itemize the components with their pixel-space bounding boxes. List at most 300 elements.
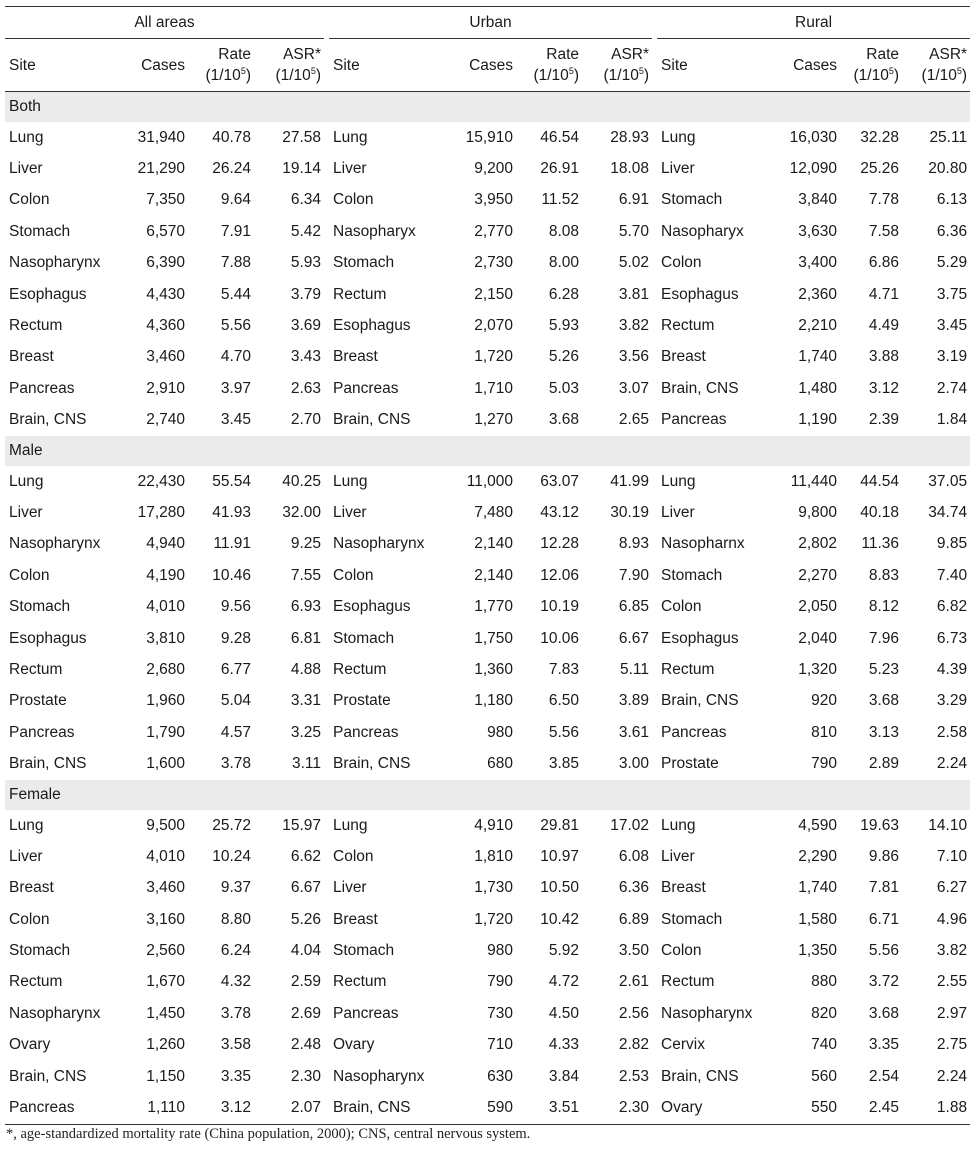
asr-cell: 17.02 [610,816,650,834]
site-cell: Lung [333,128,368,146]
rate-cell: 2.45 [840,1092,902,1124]
cases-cell: 1,350 [798,942,838,960]
cases-cell: 9,800 [798,503,838,521]
rate-cell: 5.26 [548,348,579,366]
site-cell: Colon [9,191,50,209]
rate-cell: 3.12 [868,379,900,397]
group-urban: Urban [329,7,652,39]
rate-cell: 3.97 [220,379,251,397]
asr-cell: 2.63 [290,379,321,397]
rate-cell: 3.68 [868,692,900,710]
cases-cell: 3,400 [798,254,838,272]
site-cell: Brain, CNS [333,411,411,429]
rate-cell: 6.86 [868,254,900,272]
site-cell: Stomach [333,629,395,647]
site-cell: Pancreas [333,1004,399,1022]
cases-cell: 1,580 [798,910,838,928]
site-cell: Pancreas [661,723,727,741]
site-cell: Lung [333,816,368,834]
rate-cell: 5.04 [220,692,251,710]
cases-cell: 1,960 [146,692,185,710]
group-rural: Rural [657,7,970,39]
cases-cell: 15,910 [465,128,513,146]
asr-cell: 2.07 [254,1092,324,1124]
asr-cell: 4.88 [290,660,321,678]
rate-cell: 10.42 [540,910,579,928]
cases-cell: 3,810 [146,629,185,647]
table-row [5,623,970,654]
rate-cell: 10.24 [212,847,251,865]
cases-cell: 920 [811,692,838,710]
table-row [5,904,970,935]
cases-cell: 1,790 [146,723,185,741]
rate-cell: 11.52 [541,191,579,209]
asr-cell: 37.05 [928,472,968,490]
cases-cell: 2,210 [798,317,838,335]
asr-cell: 6.73 [936,629,968,647]
asr-cell: 4.96 [936,910,968,928]
table-row [5,153,970,184]
site-cell: Liver [9,503,43,521]
asr-cell: 1.88 [902,1092,970,1124]
site-cell: Rectum [661,660,715,678]
cases-cell: 2,140 [474,566,513,584]
cases-cell: 1,750 [474,629,513,647]
rate-cell: 11.36 [861,535,900,553]
cases-cell: 2,050 [798,598,838,616]
rate-cell: 12.06 [540,566,579,584]
asr-cell: 4.39 [936,660,968,678]
site-cell: Colon [661,254,702,272]
cases-cell: 1,720 [474,348,513,366]
site-cell: Colon [333,566,374,584]
rate-cell: 5.56 [868,942,900,960]
asr-cell: 3.19 [936,348,968,366]
site-cell: Breast [661,879,706,897]
rate-cell: 4.49 [868,317,900,335]
asr-cell: 6.85 [618,598,650,616]
rate-cell: 3.58 [220,1036,251,1054]
site-cell: Brain, CNS [329,1092,444,1124]
section-label: Both [5,92,970,123]
rate-cell: 3.68 [868,1004,900,1022]
rate-cell: 4.50 [548,1004,579,1022]
cases-cell: 3,950 [474,191,513,209]
table-row [5,654,970,685]
site-cell: Nasopharynx [333,1067,425,1085]
site-cell: Nasopharyx [333,222,416,240]
rate-cell: 2.54 [868,1067,900,1085]
cases-cell: 1,810 [474,847,513,865]
rate-cell: 3.78 [220,1004,251,1022]
site-cell: Lung [661,128,696,146]
site-cell: Rectum [9,973,63,991]
site-cell: Liver [333,503,367,521]
cases-cell: 790 [811,755,838,773]
cases-cell: 16,030 [789,128,838,146]
asr-cell: 7.55 [290,566,321,584]
asr-cell: 2.69 [290,1004,321,1022]
section-label: Male [5,436,970,466]
site-cell: Rectum [9,660,63,678]
cases-cell: 4,360 [146,317,185,335]
asr-cell: 3.56 [618,348,650,366]
rate-cell: 40.18 [860,503,900,521]
rate-cell: 4.32 [220,973,251,991]
cases-cell: 6,570 [146,222,185,240]
section-row [5,780,970,810]
rate-cell: 5.56 [548,723,579,741]
rate-cell: 9.56 [220,598,251,616]
asr-cell: 3.89 [618,692,650,710]
cases-cell: 560 [811,1067,838,1085]
asr-cell: 6.62 [290,847,321,865]
table-row [5,686,970,717]
asr-cell: 2.75 [936,1036,968,1054]
asr-cell: 3.29 [936,692,968,710]
cases-cell: 3,840 [798,191,838,209]
asr-cell: 8.93 [618,535,650,553]
rate-cell: 7.96 [868,629,900,647]
site-cell: Rectum [9,317,63,335]
cases-cell: 1,740 [798,348,838,366]
site-cell: Nasopharynx [9,254,101,272]
rate-cell: 8.00 [548,254,579,272]
rate-cell: 7.81 [868,879,900,897]
asr-cell: 6.67 [290,879,321,897]
cases-cell: 790 [487,973,513,991]
asr-cell: 2.48 [290,1036,321,1054]
asr-cell: 7.40 [936,566,968,584]
rate-cell: 8.08 [548,222,579,240]
asr-cell: 1.84 [936,411,968,429]
rural-asr-header: ASR* $(1/10^5)$ [902,39,970,92]
site-cell: Esophagus [9,285,87,303]
site-cell: Liver [333,160,367,178]
site-cell: Esophagus [333,598,411,616]
asr-cell: 28.93 [610,128,650,146]
site-cell: Brain, CNS [661,692,739,710]
site-cell: Colon [661,598,702,616]
site-cell: Esophagus [661,629,739,647]
rate-cell: 8.80 [220,910,251,928]
rate-cell: 10.46 [212,566,251,584]
cases-cell: 2,070 [474,317,513,335]
site-cell: Liver [661,847,695,865]
rate-cell: 40.78 [212,128,251,146]
asr-cell: 2.82 [618,1036,650,1054]
rate-cell: 19.63 [860,816,900,834]
rate-cell: 5.56 [220,317,251,335]
rate-cell: 7.83 [548,660,579,678]
cases-cell: 2,150 [474,285,513,303]
cases-cell: 1,180 [474,692,513,710]
asr-cell: 19.14 [282,160,321,178]
rate-cell: 9.28 [220,629,251,647]
asr-cell: 7.90 [618,566,650,584]
rate-cell: 25.26 [860,160,900,178]
asr-cell: 9.85 [936,535,968,553]
asr-cell: 6.91 [618,191,650,209]
site-cell: Colon [661,942,702,960]
rate-cell: 3.13 [868,723,900,741]
rate-cell: 26.91 [540,160,579,178]
asr-cell: 2.55 [936,973,968,991]
asr-cell: 6.36 [618,879,650,897]
rate-cell: 5.93 [548,317,579,335]
asr-cell: 2.70 [290,411,321,429]
cases-cell: 17,280 [137,503,185,521]
asr-cell: 6.93 [290,598,321,616]
cases-cell: 880 [811,973,838,991]
asr-cell: 2.59 [290,973,321,991]
group-header-row [5,7,970,39]
cases-cell: 2,040 [798,629,838,647]
site-cell: Pancreas [661,411,727,429]
cases-cell: 630 [487,1067,513,1085]
asr-cell: 2.30 [290,1067,321,1085]
table-body [5,92,970,1125]
rate-cell: 9.86 [868,847,900,865]
site-cell: Stomach [9,598,71,616]
site-cell: Esophagus [9,629,87,647]
rate-cell: 3.84 [548,1067,579,1085]
cases-cell: 31,940 [137,128,185,146]
rate-cell: 8.12 [868,598,900,616]
rate-cell: 7.91 [220,222,251,240]
cases-cell: 740 [811,1036,838,1054]
asr-cell: 2.65 [618,411,650,429]
rate-cell: 6.71 [868,910,900,928]
asr-cell: 5.29 [936,254,968,272]
asr-cell: 3.79 [290,285,321,303]
cases-cell: 710 [487,1036,513,1054]
site-cell: Liver [333,879,367,897]
site-cell: Pancreas [333,379,399,397]
cases-cell: 1,270 [474,411,513,429]
asr-cell: 32.00 [282,503,321,521]
site-cell: Stomach [333,254,395,272]
asr-cell: 2.24 [936,1067,968,1085]
rural-cases-header: Cases [762,39,840,92]
site-cell: Rectum [661,317,715,335]
asr-cell: 5.93 [290,254,321,272]
rate-cell: 3.78 [220,755,251,773]
site-cell: Stomach [333,942,395,960]
site-cell: Nasopharyx [661,222,744,240]
asr-cell: 3.11 [291,755,321,773]
site-cell: Nasopharynx [661,1004,753,1022]
urban-cases-header: Cases [444,39,516,92]
asr-cell: 5.26 [290,910,321,928]
site-cell: Nasopharynx [9,1004,101,1022]
asr-cell: 2.61 [618,973,650,991]
site-cell: Pancreas [9,379,75,397]
rate-cell: 4.33 [548,1036,579,1054]
site-cell: Brain, CNS [9,755,87,773]
site-cell: Prostate [661,755,719,773]
asr-cell: 20.80 [928,160,968,178]
site-cell: Prostate [9,692,67,710]
table-row [5,373,970,404]
rate-cell: 10.19 [540,598,579,616]
asr-cell: 15.97 [282,816,321,834]
site-cell: Stomach [9,222,71,240]
table-row [5,560,970,591]
cases-cell: 22,430 [137,472,185,490]
all-areas-site-header: Site [5,39,110,92]
site-cell: Ovary [9,1036,51,1054]
site-cell: Breast [333,348,378,366]
table-row [5,497,970,528]
table-row [5,810,970,841]
rate-cell: 4.72 [548,973,579,991]
asr-cell: 3.69 [290,317,321,335]
cases-cell: 2,290 [798,847,838,865]
cases-cell: 590 [444,1092,516,1124]
column-header-row [5,39,970,92]
asr-cell: 3.82 [618,317,650,335]
asr-cell: 3.81 [618,285,650,303]
rate-cell: 9.37 [220,879,251,897]
cases-cell: 980 [487,723,513,741]
cases-cell: 6,390 [146,254,185,272]
table-row [5,342,970,373]
site-cell: Pancreas [9,723,75,741]
cases-cell: 2,360 [798,285,838,303]
site-cell: Lung [9,128,44,146]
urban-site-header: Site [329,39,444,92]
asr-cell: 2.58 [936,723,968,741]
rate-cell: 10.50 [540,879,579,897]
asr-cell: 2.24 [936,755,968,773]
cases-cell: 1,450 [146,1004,185,1022]
site-cell: Brain, CNS [9,1067,87,1085]
rate-cell: 9.64 [220,191,251,209]
asr-cell: 6.36 [936,222,968,240]
asr-cell: 3.31 [290,692,321,710]
site-cell: Colon [9,910,50,928]
cases-cell: 4,010 [146,847,185,865]
table-row [5,1092,970,1124]
urban-asr-header: ASR* $(1/10^5)$ [582,39,652,92]
rate-cell: 12.28 [540,535,579,553]
asr-cell: 6.27 [936,879,968,897]
cases-cell: 820 [811,1004,838,1022]
site-cell: Ovary [657,1092,762,1124]
site-cell: Breast [9,348,54,366]
cases-cell: 4,430 [146,285,185,303]
cases-cell: 1,150 [146,1067,185,1085]
site-cell: Rectum [333,660,387,678]
asr-cell: 3.25 [290,723,321,741]
cases-cell: 7,350 [146,191,185,209]
footnote: *, age-standardized mortality rate (China population, 2000); CNS, central nervous system. [6,1126,531,1142]
group-all-areas: All areas [5,7,324,39]
cases-cell: 3,630 [798,222,838,240]
rate-cell: 46.54 [540,128,579,146]
asr-cell: 2.56 [618,1004,650,1022]
rate-cell: 8.83 [868,566,900,584]
site-cell: Rectum [333,973,387,991]
rate-cell: 4.70 [220,348,251,366]
cases-cell: 2,140 [474,535,513,553]
asr-cell: 5.70 [618,222,650,240]
rate-cell: 63.07 [540,472,579,490]
site-cell: Stomach [9,942,71,960]
rate-cell: 3.68 [548,411,579,429]
rate-cell: 2.89 [868,755,900,773]
site-cell: Pancreas [333,723,399,741]
asr-cell: 2.53 [618,1067,650,1085]
urban-rate-header: Rate $(1/10^5)$ [516,39,582,92]
site-cell: Brain, CNS [9,411,87,429]
asr-cell: 2.97 [936,1004,968,1022]
site-cell: Breast [333,910,378,928]
cases-cell: 7,480 [474,503,513,521]
rate-cell: 5.92 [548,942,579,960]
site-cell: Nasopharynx [333,535,425,553]
asr-cell: 5.02 [618,254,650,272]
table-row [5,310,970,341]
table-row [5,529,970,560]
table-row [5,967,970,998]
cases-cell: 4,940 [146,535,185,553]
asr-cell: 3.50 [618,942,650,960]
asr-cell: 5.11 [620,660,650,678]
cases-cell: 2,770 [474,222,513,240]
cases-cell: 550 [762,1092,840,1124]
cases-cell: 1,720 [474,910,513,928]
rate-cell: 3.51 [516,1092,582,1124]
site-cell: Colon [333,191,374,209]
site-cell: Esophagus [333,317,411,335]
cases-cell: 1,600 [146,755,185,773]
cases-cell: 2,560 [146,942,185,960]
site-cell: Ovary [333,1036,375,1054]
site-cell: Liver [661,503,695,521]
asr-cell: 3.75 [936,285,968,303]
site-cell: Nasopharnx [661,535,745,553]
rate-cell: 4.57 [220,723,251,741]
cases-cell: 1,740 [798,879,838,897]
asr-cell: 4.04 [290,942,321,960]
site-cell: Prostate [333,692,391,710]
site-cell: Brain, CNS [661,379,739,397]
asr-cell: 40.25 [282,472,321,490]
table-row [5,279,970,310]
table-row [5,873,970,904]
asr-cell: 2.30 [582,1092,652,1124]
rural-site-header: Site [657,39,762,92]
site-cell: Liver [9,847,43,865]
cases-cell: 1,320 [798,660,838,678]
table-row [5,591,970,622]
rate-cell: 25.72 [212,816,251,834]
asr-cell: 6.82 [936,598,968,616]
rate-cell: 10.06 [540,629,579,647]
mortality-table [5,6,970,1125]
cases-cell: 1,110 [110,1092,188,1124]
table-row [5,1061,970,1092]
asr-cell: 6.81 [290,629,321,647]
cases-cell: 680 [487,755,513,773]
site-cell: Liver [9,160,43,178]
site-cell: Rectum [333,285,387,303]
rural-rate-header: Rate $(1/10^5)$ [840,39,902,92]
table-row [5,748,970,779]
cases-cell: 810 [811,723,838,741]
